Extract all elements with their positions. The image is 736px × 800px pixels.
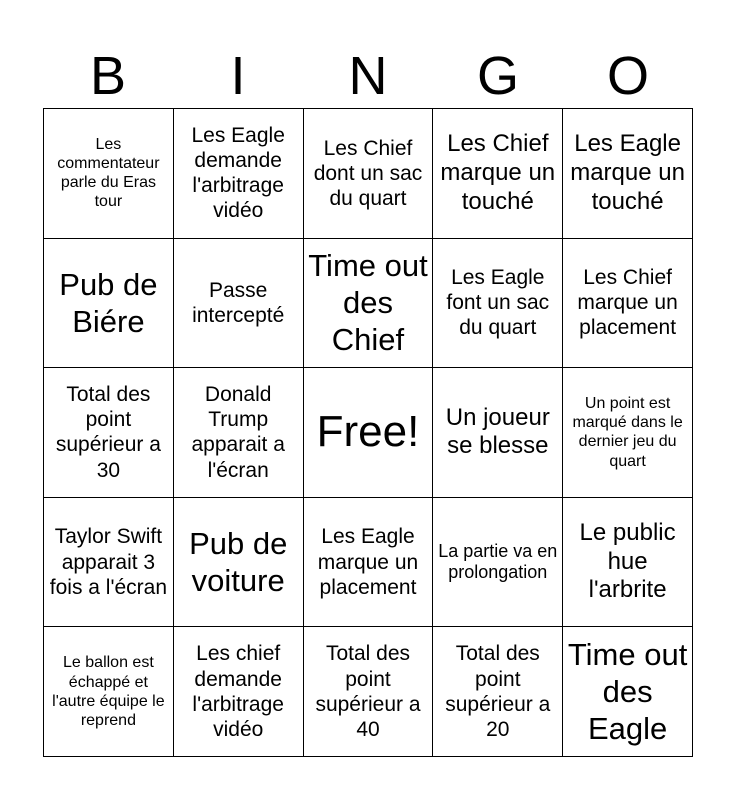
bingo-cell-r5-c5[interactable]: Time out des Eagle — [563, 627, 693, 757]
header-letter-i: I — [230, 46, 246, 106]
bingo-cell-r1-c5[interactable]: Les Eagle marque un touché — [563, 109, 693, 239]
bingo-cell-r1-c1[interactable]: Les commentateur parle du Eras tour — [44, 109, 174, 239]
bingo-cell-r1-c4[interactable]: Les Chief marque un touché — [433, 109, 563, 239]
bingo-cell-r4-c5[interactable]: Le public hue l'arbrite — [563, 498, 693, 628]
bingo-cell-r3-c2[interactable]: Donald Trump apparait a l'écran — [174, 368, 304, 498]
bingo-cell-r3-c5[interactable]: Un point est marqué dans le dernier jeu du quart — [563, 368, 693, 498]
header-letter-g: G — [476, 46, 519, 106]
bingo-cell-r4-c4[interactable]: La partie va en prolongation — [433, 498, 563, 628]
header-letter-b: B — [89, 46, 127, 106]
bingo-cell-r3-c1[interactable]: Total des point supérieur a 30 — [44, 368, 174, 498]
bingo-cell-free[interactable]: Free! — [304, 368, 434, 498]
bingo-cell-r3-c4[interactable]: Un joueur se blesse — [433, 368, 563, 498]
bingo-board — [43, 108, 693, 757]
bingo-cell-r1-c2[interactable]: Les Eagle demande l'arbitrage vidéo — [174, 109, 304, 239]
header-letter-o: O — [606, 46, 649, 106]
bingo-cell-r2-c4[interactable]: Les Eagle font un sac du quart — [433, 239, 563, 369]
bingo-header — [43, 44, 693, 108]
bingo-cell-r1-c3[interactable]: Les Chief dont un sac du quart — [304, 109, 434, 239]
bingo-cell-r5-c3[interactable]: Total des point supérieur a 40 — [304, 627, 434, 757]
bingo-cell-r2-c2[interactable]: Passe intercepté — [174, 239, 304, 369]
bingo-cell-r5-c4[interactable]: Total des point supérieur a 20 — [433, 627, 563, 757]
bingo-cell-r2-c1[interactable]: Pub de Biére — [44, 239, 174, 369]
bingo-cell-r2-c3[interactable]: Time out des Chief — [304, 239, 434, 369]
bingo-cell-r5-c1[interactable]: Le ballon est échappé et l'autre équipe le reprend — [44, 627, 174, 757]
bingo-cell-r4-c3[interactable]: Les Eagle marque un placement — [304, 498, 434, 628]
bingo-cell-r5-c2[interactable]: Les chief demande l'arbitrage vidéo — [174, 627, 304, 757]
bingo-cell-r4-c2[interactable]: Pub de voiture — [174, 498, 304, 628]
bingo-cell-r4-c1[interactable]: Taylor Swift apparait 3 fois a l'écran — [44, 498, 174, 628]
bingo-cell-r2-c5[interactable]: Les Chief marque un placement — [563, 239, 693, 369]
header-letter-n: N — [348, 46, 388, 106]
